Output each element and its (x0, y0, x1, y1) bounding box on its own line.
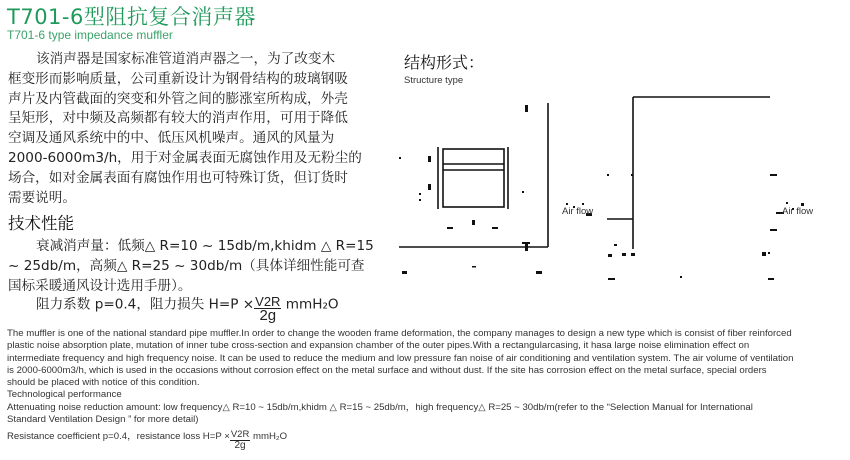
resistance-cn-prefix: 阻力系数 p=0.4，阻力损失 H=P × (36, 296, 255, 313)
description-en (7, 328, 843, 452)
tech-performance-en-heading: Technological performance (7, 389, 122, 401)
description-cn-line: 呈矩形，对中频及高频都有较大的消声作用，可用于降低 (8, 110, 348, 127)
resistance-cn-suffix: mmH₂O (281, 296, 339, 313)
formula-fraction-en (230, 430, 250, 451)
resistance-cn (36, 291, 339, 324)
page-subtitle: T701-6 type impedance muffler (7, 28, 173, 42)
tech-performance-heading: 技术性能 (8, 214, 74, 233)
description-en-line: plastic noise absorption plate, mutation of inner tube cross-section and expansion chamber of the outer pipes.With a rectangularcasing, it hasa large noise elimination effect on (7, 340, 750, 352)
attenuation-cn-line: 衰减消声量：低频△ R=10 ~ 15db/m,khidm △ R=15 (36, 238, 374, 254)
formula-numerator: V2R (255, 294, 281, 309)
description-en-line: is 2000-6000m3/h, which is used in the occasions without corrosion effect on the metal surface and without dust. If the site has corrosion effect on the metal surface, special orders (7, 364, 767, 376)
attenuation-en-line: Standard Ventilation Design ” for more detail) (7, 414, 199, 426)
attenuation-en-line: Attenuating noise reduction amount: low frequency△ R=10 ~ 15db/m,khidm △ R=15 ~ 25db/m，high frequency△ R=25 ~ 30db/m(refer to the “Selection Manual for International (7, 401, 753, 413)
description-en-line: should be placed with notice of this condition. (7, 377, 200, 389)
resistance-en-suffix: mmH₂O (250, 431, 288, 443)
muffler-structure-drawing (390, 95, 850, 295)
formula-denominator: 2g (259, 307, 277, 324)
description-cn-line: 空调及通风系统中的中、低压风机噪声。通风的风量为 (8, 130, 335, 147)
airflow-label-right: Air flow (782, 206, 814, 217)
airflow-label-left: Air flow (562, 206, 594, 217)
description-en-line: intermediate frequency and high frequency noise. It can be used to reduce the medium and low pressure fan noise of air conditioning and ventilation system. The air volume of ventilation (7, 352, 794, 364)
resistance-en-prefix: Resistance coefficient p=0.4，resistance loss H=P × (7, 431, 230, 443)
description-cn-line: 声片及内管截面的突变和外管之间的膨涨室所构成，外壳 (8, 90, 348, 107)
formula-denominator-en: 2g (234, 440, 246, 452)
resistance-en (7, 426, 843, 452)
structure-subheading: Structure type (404, 75, 464, 86)
description-cn-line: 2000-6000m3/h，用于对金属表面无腐蚀作用及无粉尘的 (8, 149, 362, 166)
page-title: T701-6型阻抗复合消声器 (7, 5, 256, 29)
attenuation-cn (8, 236, 374, 296)
formula-fraction (254, 295, 281, 322)
description-cn-line: 该消声器是国家标准管道消声器之一，为了改变木 (36, 51, 336, 67)
structure-diagram (390, 95, 850, 295)
attenuation-cn-line: ~ 25db/m，高频△ R=25 ~ 30db/m（具体详细性能可查 (8, 258, 365, 274)
structure-heading: 结构形式： (404, 53, 485, 72)
attenuation-cn-line: 国标采暖通风设计选用手册）。 (8, 278, 192, 294)
formula-numerator-en: V2R (230, 429, 250, 441)
description-cn-line: 需要说明。 (8, 189, 76, 206)
description-cn (8, 50, 362, 208)
description-en-line: The muffler is one of the national standard pipe muffler.In order to change the wooden frame deformation, the company manages to design a new type which is consist of fiber reinforced (7, 328, 792, 339)
description-cn-line: 场合，如对金属表面有腐蚀作用也可特殊订货，但订货时 (8, 169, 348, 186)
description-cn-line: 框变形而影响质量，公司重新设计为钢骨结构的玻璃钢吸 (8, 70, 348, 87)
